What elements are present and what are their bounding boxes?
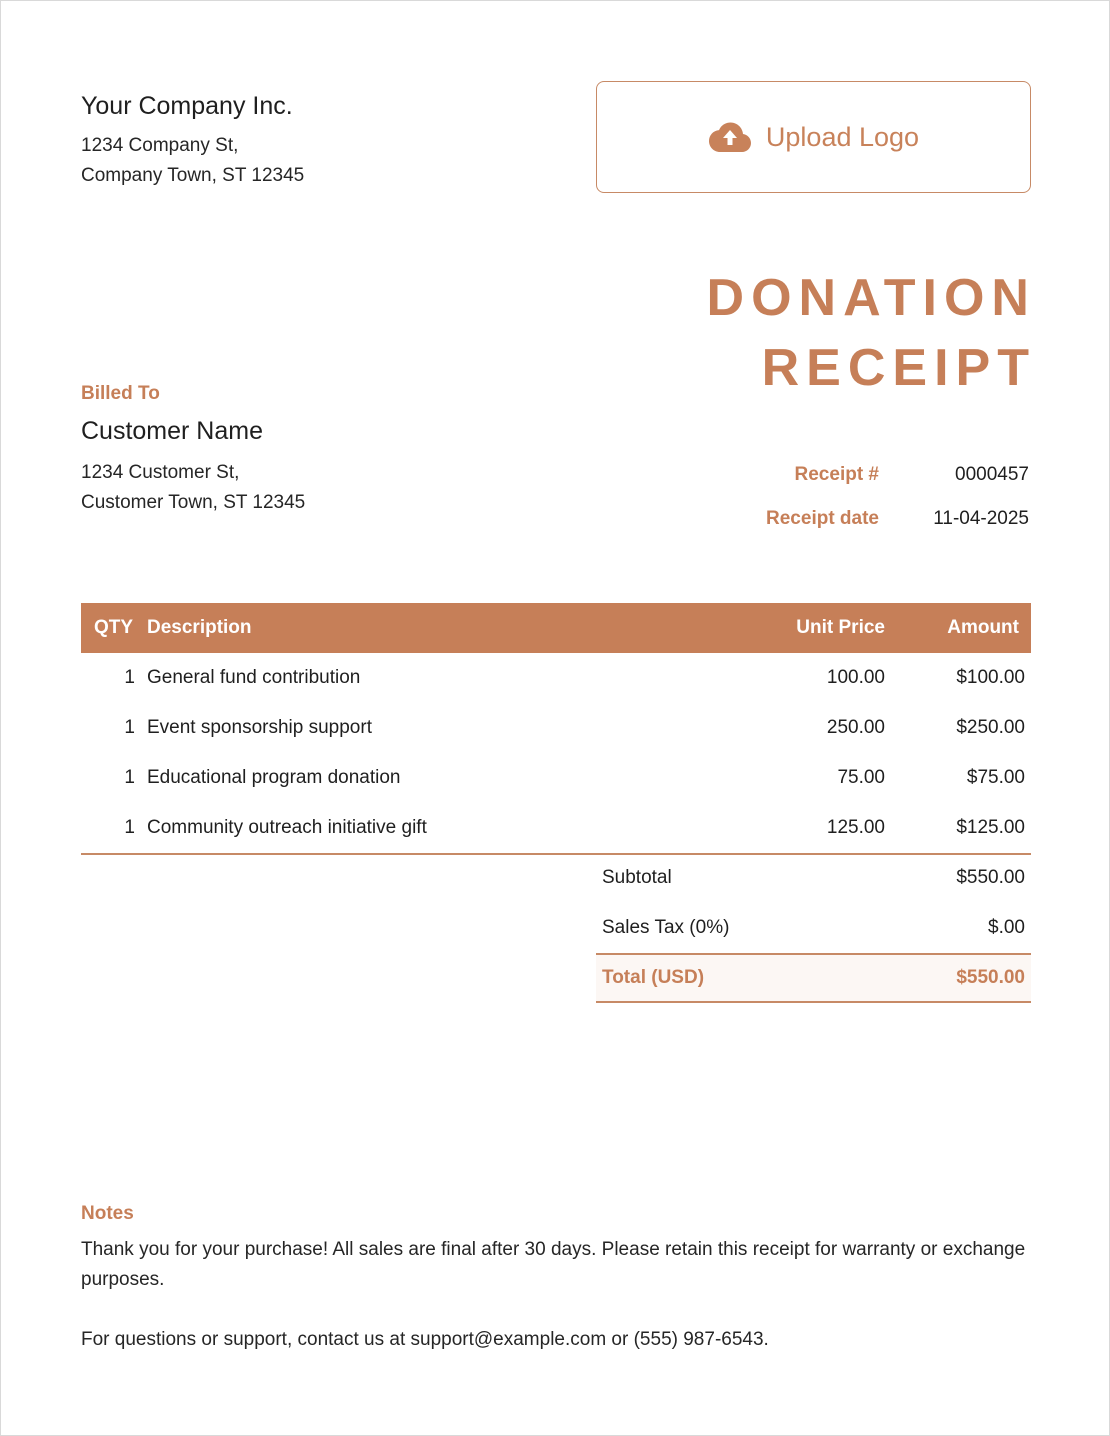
- company-address: [81, 131, 304, 191]
- company-address-line2: Company Town, ST 12345: [81, 165, 305, 186]
- row-description: Event sponsorship support: [147, 717, 372, 738]
- cloud-upload-icon: [708, 121, 752, 153]
- total-value: $550.00: [956, 967, 1025, 988]
- row-description: Educational program donation: [147, 767, 401, 788]
- upload-logo-button[interactable]: [596, 81, 1031, 193]
- receipt-number-row: [689, 453, 1029, 497]
- table-row: [81, 703, 1031, 753]
- row-description: General fund contribution: [147, 667, 361, 688]
- notes-text: Thank you for your purchase! All sales are final after 30 days. Please retain this receipt for warranty or exchange purposes.: [81, 1239, 1026, 1290]
- row-qty: 1: [124, 817, 135, 838]
- header-description: Description: [147, 617, 252, 638]
- row-amount: $100.00: [956, 667, 1025, 688]
- row-qty: 1: [124, 667, 135, 688]
- customer-address: [81, 458, 305, 518]
- subtotal-row: [596, 853, 1031, 903]
- row-unit-price: 125.00: [826, 817, 885, 838]
- row-description: Community outreach initiative gift: [147, 817, 427, 838]
- total-row: [596, 955, 1031, 1003]
- table-row: [81, 803, 1031, 853]
- receipt-date-value: 11-04-2025: [933, 508, 1029, 529]
- notes-label: Notes: [81, 1203, 134, 1224]
- total-label: Total (USD): [602, 967, 705, 988]
- billed-to-label: Billed To: [81, 383, 160, 404]
- receipt-date-row: [689, 497, 1029, 541]
- row-amount: $125.00: [956, 817, 1025, 838]
- table-row: [81, 753, 1031, 803]
- row-amount: $75.00: [966, 767, 1025, 788]
- company-address-line1: 1234 Company St,: [81, 135, 239, 156]
- notes-contact: For questions or support, contact us at support@example.com or (555) 987-6543.: [81, 1329, 769, 1350]
- customer-address-line1: 1234 Customer St,: [81, 462, 240, 483]
- customer-name: Customer Name: [81, 417, 263, 445]
- row-amount: $250.00: [956, 717, 1025, 738]
- row-unit-price: 75.00: [837, 767, 885, 788]
- tax-row: [596, 903, 1031, 953]
- receipt-number-value: 0000457: [955, 464, 1029, 485]
- tax-value: $.00: [988, 917, 1025, 938]
- upload-logo-label: Upload Logo: [765, 121, 920, 152]
- row-unit-price: 250.00: [826, 717, 885, 738]
- receipt-date-label: Receipt date: [766, 508, 879, 529]
- header-amount: Amount: [947, 617, 1019, 638]
- company-block: [81, 91, 304, 191]
- row-qty: 1: [124, 717, 135, 738]
- header-unit-price: Unit Price: [796, 617, 885, 638]
- subtotal-value: $550.00: [956, 867, 1025, 888]
- tax-label: Sales Tax (0%): [602, 917, 730, 938]
- header-qty: QTY: [94, 617, 134, 638]
- title-line-1: DONATION: [706, 269, 1036, 327]
- title-line-2: RECEIPT: [761, 339, 1036, 397]
- line-items-table: [81, 603, 1031, 855]
- row-unit-price: 100.00: [826, 667, 885, 688]
- row-qty: 1: [124, 767, 135, 788]
- receipt-number-label: Receipt #: [794, 464, 879, 485]
- company-name: Your Company Inc.: [81, 92, 293, 120]
- receipt-meta: [689, 453, 1029, 541]
- document-title: [706, 263, 1036, 403]
- notes-block: [81, 1203, 1041, 1355]
- billed-to-block: [81, 383, 305, 518]
- table-header: [81, 603, 1031, 653]
- subtotal-label: Subtotal: [602, 867, 672, 888]
- totals-block: [596, 853, 1031, 1003]
- table-row: [81, 653, 1031, 703]
- customer-address-line2: Customer Town, ST 12345: [81, 492, 306, 513]
